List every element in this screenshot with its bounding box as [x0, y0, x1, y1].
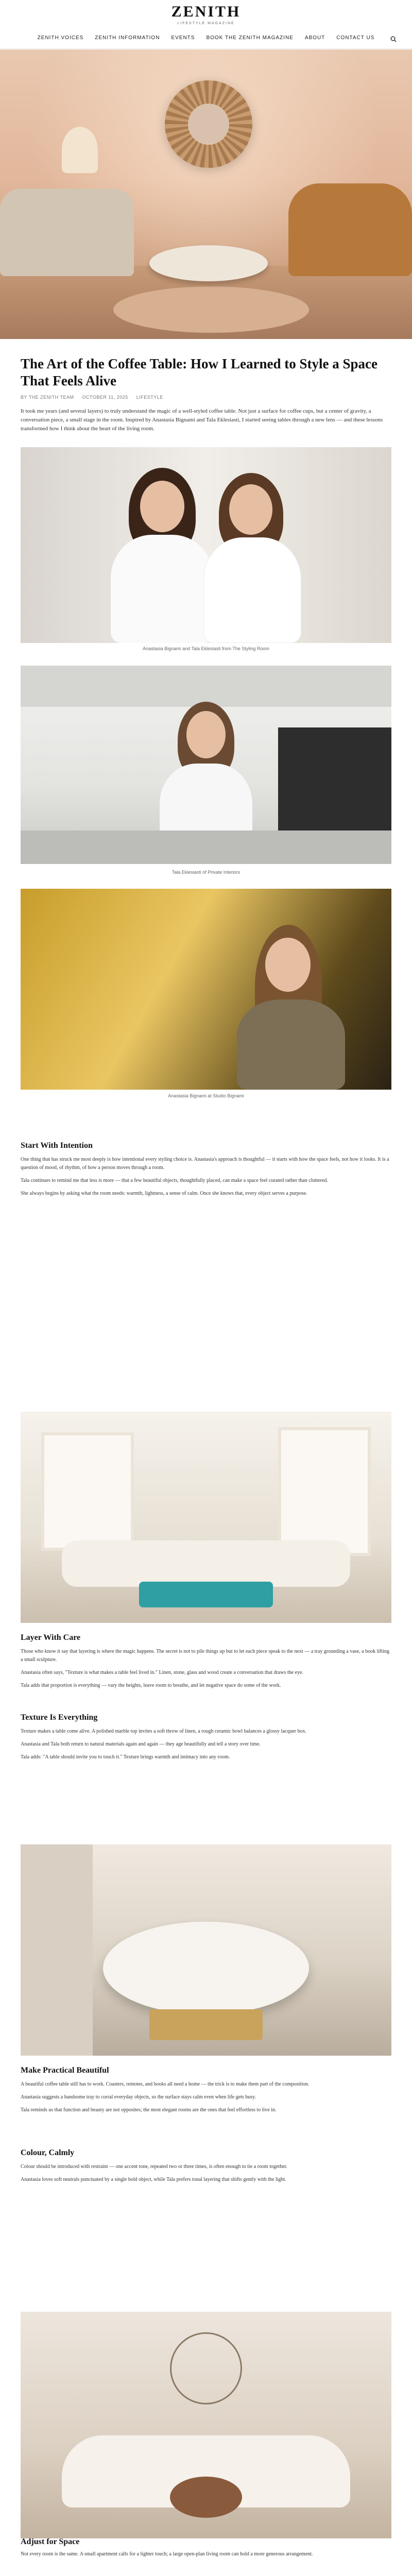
kitchen-cabinets [21, 666, 391, 707]
article-date: OCTOBER 11, 2025 [82, 395, 128, 400]
hero-coffee-table [149, 245, 268, 281]
article-meta [21, 395, 391, 400]
nav-item-about[interactable]: ABOUT [304, 35, 325, 41]
living-window [41, 1432, 134, 1551]
main-nav [0, 35, 412, 41]
person-4-body [237, 999, 345, 1090]
caption-photo-1: Anastasia Bignami and Tala Eklesiasti from The Styling Room [143, 646, 269, 651]
person-1-face [140, 481, 184, 532]
section-paragraph: Anastasia loves soft neutrals punctuated by a single bold object, while Tala prefers tonal layering that shifts gently with the light. [21, 2177, 286, 2182]
person-2-face [229, 484, 272, 535]
hero-rug [113, 286, 309, 333]
site-header [0, 0, 412, 49]
site-logo[interactable]: ZENITH [171, 3, 241, 20]
section-colour [21, 2148, 391, 2189]
section-heading: Colour, Calmly [21, 2148, 75, 2157]
section-paragraph: Anastasia suggests a handsome tray to corral everyday objects, so the surface stays calm even when life gets busy. [21, 2094, 256, 2100]
photo-woman-gold-art [21, 889, 391, 1090]
round-wood-table [170, 2477, 242, 2518]
hero-mirror-center [188, 104, 229, 145]
section-paragraph: Anastasia and Tala both return to natural materials again and again — they age beautifully and tell a story over time. [21, 1741, 261, 1747]
side-curtain [21, 1844, 93, 2056]
hero-sofa-left [0, 189, 134, 276]
photo-living-room-teal [21, 1412, 391, 1623]
article-intro: It took me years (and several layers) to truly understand the magic of a well-styled coffee table. Not just a surface for coffee cups, but a center of gravity, a conversation piece, a small stage in the room. Inspired by Anastasia Bignami and Tala Eklesiasti, I started seeing tables through a new lens — and these lessons transformed how I think about the heart of the living room. [21, 408, 383, 432]
living-window-2 [278, 1427, 371, 1556]
photo-woman-kitchen [21, 666, 391, 864]
caption-photo-3: Anastasia Bignami at Studio Bignami [168, 1093, 244, 1098]
section-paragraph: Tala adds that proportion is everything — vary the heights, leave room to breathe, and let negative space do some of the work. [21, 1683, 281, 1688]
search-icon[interactable] [390, 36, 397, 42]
section-paragraph: Those who know it say that layering is where the magic happens. The secret is not to pile things up but to let each piece speak to the next — a tray grounding a vase, a book lifting a small sculpture. [21, 1649, 390, 1663]
article-author[interactable]: BY THE ZENITH TEAM [21, 395, 74, 400]
section-paragraph: Not every room is the same. A small apartment calls for a lighter touch; a large open-plan living room can hold a more generous arrangement. [21, 2551, 313, 2557]
section-heading: Layer With Care [21, 1633, 81, 1642]
nav-item-information[interactable]: ZENITH INFORMATION [95, 35, 160, 41]
section-heading: Start With Intention [21, 1141, 93, 1150]
section-paragraph: Tala reminds us that function and beauty are not opposites; the most elegant rooms are the ones that feel effortless to live in. [21, 2107, 277, 2113]
section-heading: Adjust for Space [21, 2537, 80, 2546]
section-layer-with-care [21, 1633, 391, 1694]
photo-two-women [21, 447, 391, 643]
photo-curved-sofa-room [21, 2312, 391, 2538]
article-category[interactable]: LIFESTYLE [136, 395, 163, 400]
nav-item-book[interactable]: BOOK THE ZENITH MAGAZINE [206, 35, 294, 41]
person-2-body [203, 537, 301, 643]
hero-image [0, 49, 412, 339]
nav-item-voices[interactable]: ZENITH VOICES [37, 35, 84, 41]
living-teal-table [139, 1582, 273, 1607]
marble-table-top [103, 1922, 309, 2014]
article-title: The Art of the Coffee Table: How I Learned to Style a Space That Feels Alive [21, 356, 377, 388]
section-paragraph: Tala continues to remind me that less is more — that a few beautiful objects, thoughtfully placed, can make a space feel curated rather than cluttered. [21, 1178, 328, 1183]
section-paragraph: Texture makes a table come alive. A polished marble top invites a soft throw of linen, a rough ceramic bowl balances a glossy lacquer box. [21, 1728, 306, 1734]
section-paragraph: A beautiful coffee table still has to work. Coasters, remotes, and books all need a home — the trick is to make them part of the composition. [21, 2081, 310, 2087]
caption-photo-2: Tala Eklesiasti of Private Interiors [171, 870, 241, 875]
living-sofa [62, 1540, 350, 1587]
section-heading: Texture Is Everything [21, 1713, 98, 1722]
person-1-body [111, 535, 214, 643]
section-paragraph: Anastasia often says, "Texture is what makes a table feel lived in." Linen, stone, glass and wood create a conversation that draws the eye. [21, 1670, 303, 1675]
hero-lamp [62, 127, 98, 173]
section-paragraph: Colour should be introduced with restraint — one accent tone, repeated two or three times, is often enough to tie a room together. [21, 2164, 287, 2170]
section-heading: Make Practical Beautiful [21, 2066, 109, 2075]
nav-item-contact[interactable]: CONTACT US [336, 35, 375, 41]
person-3-face [186, 711, 226, 758]
gold-table-base [149, 2009, 263, 2040]
photo-marble-table [21, 1844, 391, 2056]
kitchen-counter [21, 831, 391, 864]
site-tagline: LIFESTYLE MAGAZINE [177, 22, 235, 25]
section-adjust-space [21, 2550, 391, 2566]
hero-armchair-right [288, 183, 412, 276]
article-header [21, 355, 391, 433]
section-texture [21, 1713, 391, 1766]
nav-item-events[interactable]: EVENTS [171, 35, 195, 41]
section-start-with-intention [21, 1113, 391, 1202]
section-paragraph: She always begins by asking what the room needs: warmth, lightness, a sense of calm. Once she knows that, every object serves a purpose. [21, 1191, 307, 1196]
section-practical [21, 2066, 391, 2119]
section-paragraph: Tala adds: "A table should invite you to touch it." Texture brings warmth and intimacy into any room. [21, 1754, 230, 1760]
person-4-face [265, 938, 311, 992]
section-paragraph: One thing that has struck me most deeply is how intentional every styling choice is. Anastasia's approach is thoughtful — it starts with how the space feels, not how it looks. It is a question of mood, of rhythm, of how a person moves through a room. [21, 1157, 389, 1171]
round-mirror [170, 2332, 242, 2404]
